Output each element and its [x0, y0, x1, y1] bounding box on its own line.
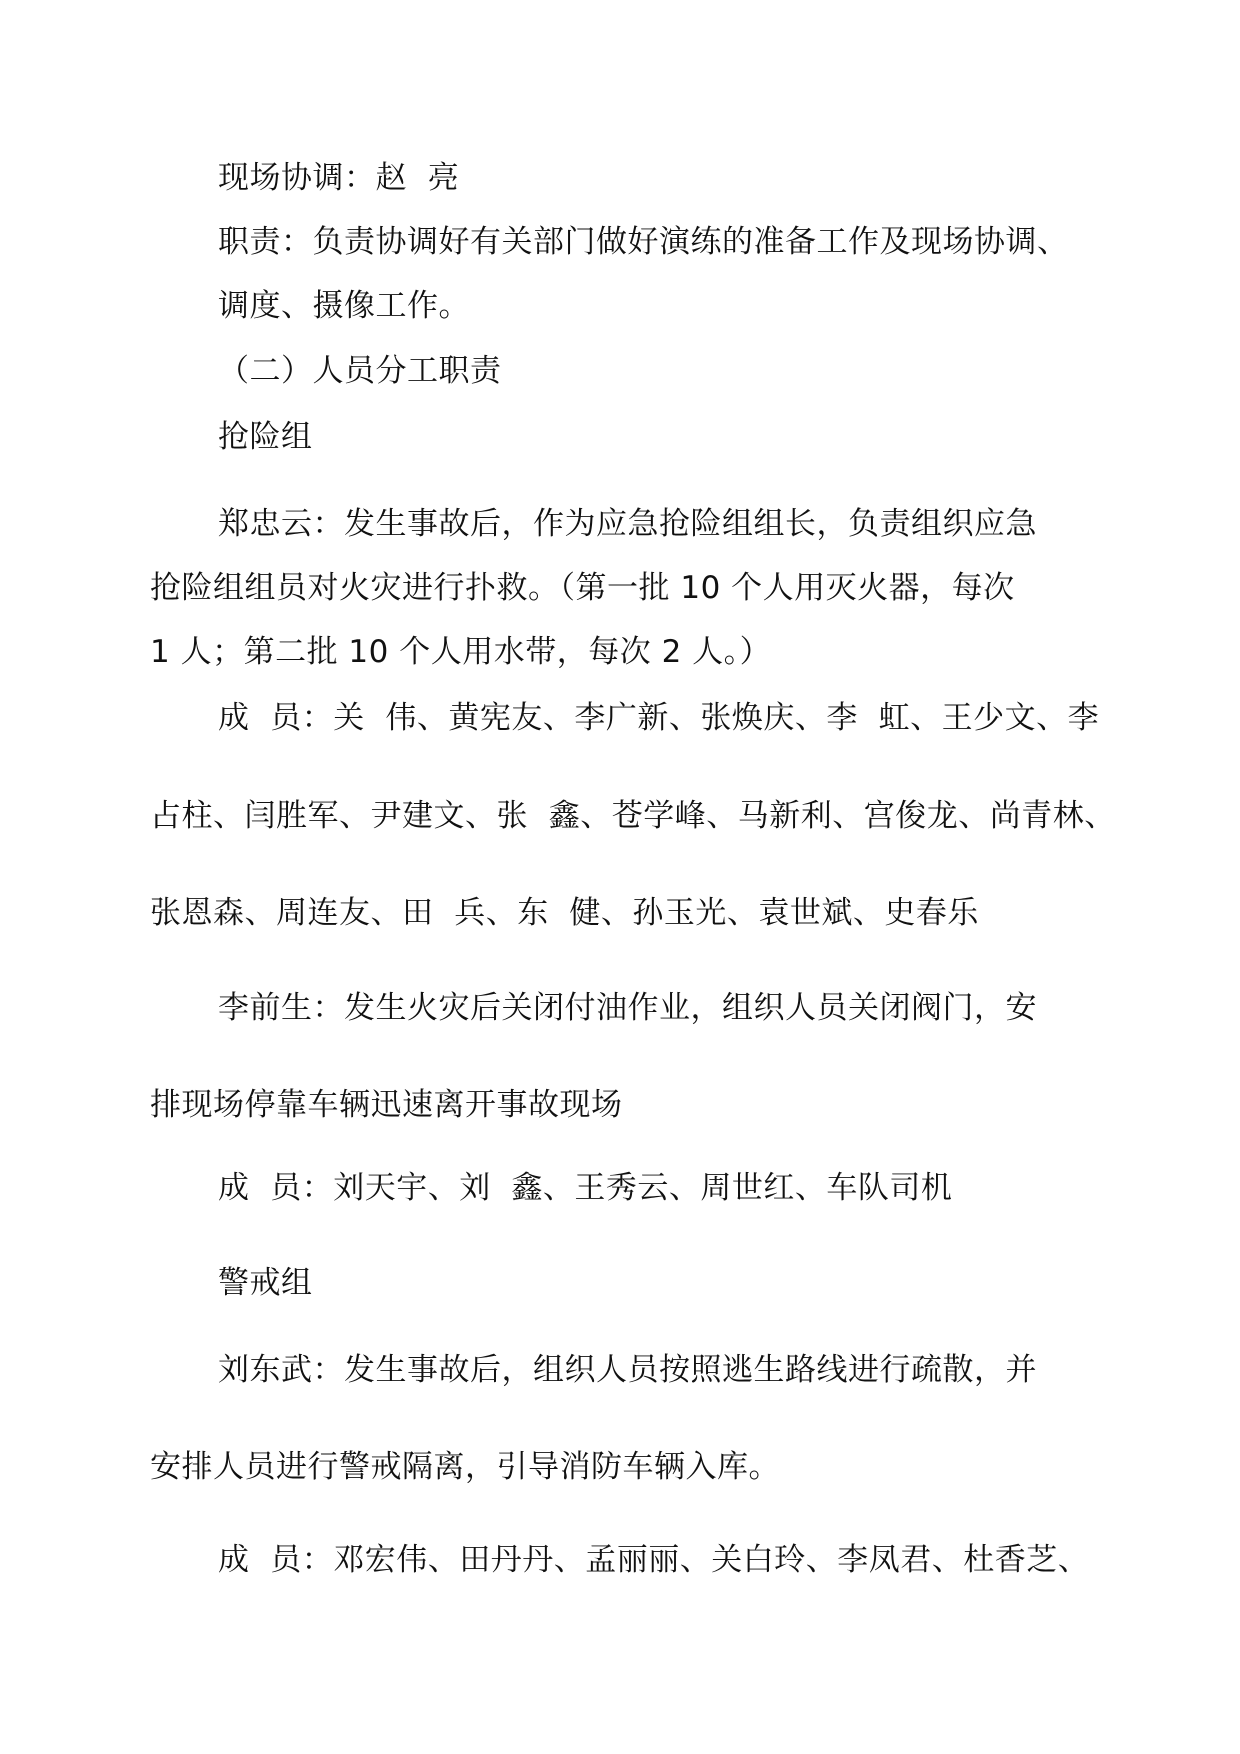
rescue-members-line-3: 张恩森、周连友、田 兵、东 健、孙玉光、袁世斌、史春乐: [150, 895, 979, 931]
rescue-leader-line-1: 郑忠云：发生事故后，作为应急抢险组组长，负责组织应急: [218, 506, 1037, 542]
section-heading-staff-duties: （二）人员分工职责: [218, 353, 502, 389]
cordon-members-line: 成 员：邓宏伟、田丹丹、孟丽丽、关白玲、李凤君、杜香芝、: [218, 1542, 1090, 1578]
rescue-members-line-1: 成 员：关 伟、黄宪友、李广新、张焕庆、李 虹、王少文、李: [218, 700, 1100, 736]
valve-leader-line-1: 李前生：发生火灾后关闭付油作业，组织人员关闭阀门，安: [218, 990, 1037, 1026]
rescue-leader-line-2: 抢险组组员对火灾进行扑救。（第一批 10 个人用灭火器，每次: [150, 570, 1015, 606]
cordon-leader-line-2: 安排人员进行警戒隔离，引导消防车辆入库。: [150, 1449, 780, 1485]
rescue-leader-line-3: 1 人；第二批 10 个人用水带，每次 2 人。）: [150, 634, 772, 670]
valve-members-line: 成 员：刘天宇、刘 鑫、王秀云、周世红、车队司机: [218, 1170, 953, 1206]
rescue-members-line-2: 占柱、闫胜军、尹建文、张 鑫、苍学峰、马新利、宫俊龙、尚青林、: [150, 798, 1116, 834]
cordon-group-heading: 警戒组: [218, 1265, 313, 1301]
rescue-group-heading: 抢险组: [218, 419, 313, 455]
coordinator-duty-line-1: 职责：负责协调好有关部门做好演练的准备工作及现场协调、: [218, 224, 1069, 260]
coordinator-duty-line-2: 调度、摄像工作。: [218, 288, 470, 324]
cordon-leader-line-1: 刘东武：发生事故后，组织人员按照逃生路线进行疏散，并: [218, 1352, 1037, 1388]
coordinator-line: 现场协调：赵 亮: [218, 160, 460, 196]
valve-leader-line-2: 排现场停靠车辆迅速离开事故现场: [150, 1087, 623, 1123]
